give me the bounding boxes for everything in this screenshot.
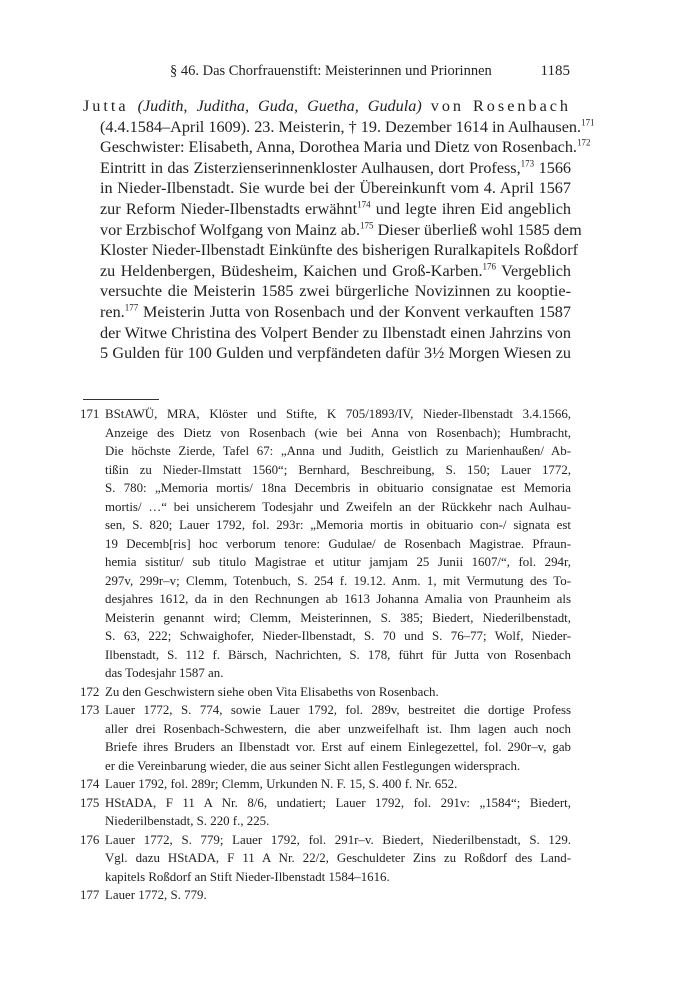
footnote-ref[interactable]: 174: [357, 199, 371, 210]
footnote-number: 176: [80, 832, 100, 847]
footnote-line: HStADA, F 11 A Nr. 8/6, undatiert; Lauer 1792, fol. 291v: „1584“; Biedert,: [105, 795, 571, 810]
entry-name-von: von: [430, 97, 464, 115]
footnote-175: [80, 794, 571, 831]
footnote-line: kapitels Roßdorf an Stift Nieder-Ilbenstadt 1584–1616.: [105, 869, 390, 884]
footnote-line: BStAWÜ, MRA, Klöster und Stifte, K 705/1893/IV, Nieder-Ilbenstadt 3.4.1566,: [105, 407, 571, 421]
footnote-line: Lauer 1772, S. 774, sowie Lauer 1792, fol. 289v, bestreitet die dortige Profess: [105, 703, 571, 717]
running-header: [170, 62, 570, 80]
main-text-line: zu Heldenbergen, Büdesheim, Kaichen und Groß-Karben.$^{176}$ Vergeblich: [100, 261, 571, 280]
main-text-line: (4.4.1584–April 1609). 23. Meisterin, † 19. Dezember 1614 in Aulhausen.$^{171}$: [100, 117, 595, 136]
footnote-line: S. 63, 222; Schwaighofer, Nieder-Ilbenstadt, S. 70 und S. 76–77; Wolf, Nieder-: [105, 629, 571, 643]
footnotes-section: [80, 405, 571, 905]
footnote-number: 173: [80, 703, 100, 717]
main-text-line: Geschwister: Elisabeth, Anna, Dorothea Maria und Dietz von Rosenbach.$^{172}$: [100, 137, 591, 157]
footnote-173: [80, 701, 571, 775]
footnote-line: hemia sistitur/ sub titulo Magistrae et utitur jamjam 25 Junii 1607/“, fol. 294r,: [105, 555, 571, 569]
footnote-line: Die höchste Zierde, Tafel 67: „Anna und Judith, Geistlich zu Marienhaußen/ Ab-: [105, 444, 571, 458]
footnote-line: Niederilbenstadt, S. 220 f., 225.: [105, 814, 270, 828]
footnote-176: [80, 831, 571, 887]
footnote-line: Lauer 1792, fol. 289r; Clemm, Urkunden N. F. 15, S. 400 f. Nr. 652.: [105, 777, 458, 791]
footnote-line: Briefe ihres Bruders an Ilbenstadt vor. Erst auf einem Einlegezettel, fol. 290r–v, gab: [105, 740, 571, 754]
footnote-line: er die Vereinbarung wieder, die aus seiner Sicht allen Festlegungen widersprach.: [105, 758, 521, 773]
footnote-number: 172: [80, 684, 100, 699]
footnote-number: 177: [80, 888, 100, 902]
footnote-ref[interactable]: 172: [576, 137, 591, 148]
footnote-ref[interactable]: 176: [482, 261, 496, 272]
footnote-line: Meisterin genannt wird; Clemm, Meisterinnen, S. 385; Biedert, Niederilbenstadt,: [105, 610, 571, 625]
footnote-177: [80, 886, 571, 905]
entry-name: Jutta: [83, 97, 129, 115]
main-text-line: Eintritt in das Zisterzienserinnenkloster Aulhausen, dort Profess,$^{173}$ 1566: [100, 158, 572, 177]
footnote-ref[interactable]: 171: [581, 117, 595, 128]
footnote-line: desjahres 1612, da in den Rechnungen ab 1613 Johanna Amalia von Praunheim als: [105, 592, 571, 606]
footnote-divider: [83, 399, 159, 400]
running-header-title: § 46. Das Chorfrauenstift: Meisterinnen und Priorinnen: [170, 63, 492, 79]
footnote-line: Lauer 1772, S. 779.: [105, 888, 207, 902]
main-text-body: [83, 96, 595, 364]
main-text-line: [83, 96, 571, 117]
footnote-line: Anzeige des Dietz von Rosenbach (wie bei Anna von Rosenbach); Humbracht,: [105, 425, 571, 440]
footnote-line: Lauer 1772, S. 779; Lauer 1792, fol. 291r–v. Biedert, Niederilbenstadt, S. 129.: [105, 832, 571, 847]
main-text-line: der Witwe Christina des Volpert Bender zu Ilbenstadt einen Jahrzins von: [100, 323, 571, 342]
footnote-ref[interactable]: 173: [520, 158, 535, 169]
entry-name-family: Rosenbach: [473, 97, 572, 115]
main-text-line: zur Reform Nieder-Ilbenstadts erwähnt$^{174}$ und legte ihren Eid angeblich: [100, 199, 571, 218]
page-number: 1185: [540, 63, 570, 79]
footnote-line: Vgl. dazu HStADA, F 11 A Nr. 22/2, Geschuldeter Zins zu Roßdorf des Land-: [105, 851, 571, 865]
footnote-174: [80, 775, 571, 794]
footnote-ref[interactable]: 175: [360, 220, 374, 231]
footnote-line: 19 Decemb[ris] hoc verborum tenore: Gudulae/ de Rosenbach Magistrae. Pfraun-: [105, 536, 571, 551]
footnote-number: 174: [80, 777, 100, 791]
entry-name-variants: (Judith, Juditha, Guda, Guetha, Gudula): [137, 97, 422, 115]
footnote-line: aller drei Rosenbach-Schwestern, die aber unzweifelhaft ist. Ihm lagen auch noch: [105, 721, 571, 736]
footnote-172: [80, 683, 571, 702]
footnote-line: S. 780: „Memoria mortis/ 18na Decembris in obituario consignatae est Memoria: [105, 481, 571, 495]
footnote-number: 175: [80, 795, 100, 810]
main-text-line: versuchte die Meisterin 1585 zwei bürgerliche Novizinnen zu kooptie-: [100, 282, 571, 301]
footnote-line: tißin zu Nieder-Ilmstatt 1560“; Bernhard, Beschreibung, S. 150; Lauer 1772,: [105, 462, 571, 477]
footnote-line: sen, S. 820; Lauer 1792, fol. 293r: „Memoria mortis in obituario con-/ signata est: [105, 518, 571, 532]
footnote-line: Ilbenstadt, S. 112 f. Bärsch, Nachrichten, S. 178, führt für Jutta von Rosenbach: [105, 647, 571, 662]
footnote-171: [80, 405, 571, 683]
footnote-line: mortis/ …“ bei unsicherem Todesjahr und Zweifeln an der Rückkehr nach Aulhau-: [105, 499, 571, 514]
main-text-line: 5 Gulden für 100 Gulden und verpfändeten dafür 3½ Morgen Wiesen zu: [100, 344, 571, 363]
footnote-line: das Todesjahr 1587 an.: [105, 666, 224, 680]
main-text-line: vor Erzbischof Wolfgang von Mainz ab.$^{175}$ Dieser überließ wohl 1585 dem: [100, 220, 582, 239]
footnote-line: 297v, 299r–v; Clemm, Totenbuch, S. 254 f. 19.12. Anm. 1, mit Vermutung des To-: [105, 573, 571, 588]
main-text-line: ren.$^{177}$ Meisterin Jutta von Rosenbach und der Konvent verkauften 1587: [100, 302, 571, 321]
footnote-line: Zu den Geschwistern siehe oben Vita Elisabeths von Rosenbach.: [105, 684, 439, 699]
footnote-ref[interactable]: 177: [124, 302, 139, 313]
main-text-line: in Nieder-Ilbenstadt. Sie wurde bei der Übereinkunft vom 4. April 1567: [100, 179, 571, 198]
main-text-line: Kloster Nieder-Ilbenstadt Einkünfte des bisherigen Ruralkapitels Roßdorf: [100, 241, 578, 260]
footnote-number: 171: [80, 407, 100, 421]
